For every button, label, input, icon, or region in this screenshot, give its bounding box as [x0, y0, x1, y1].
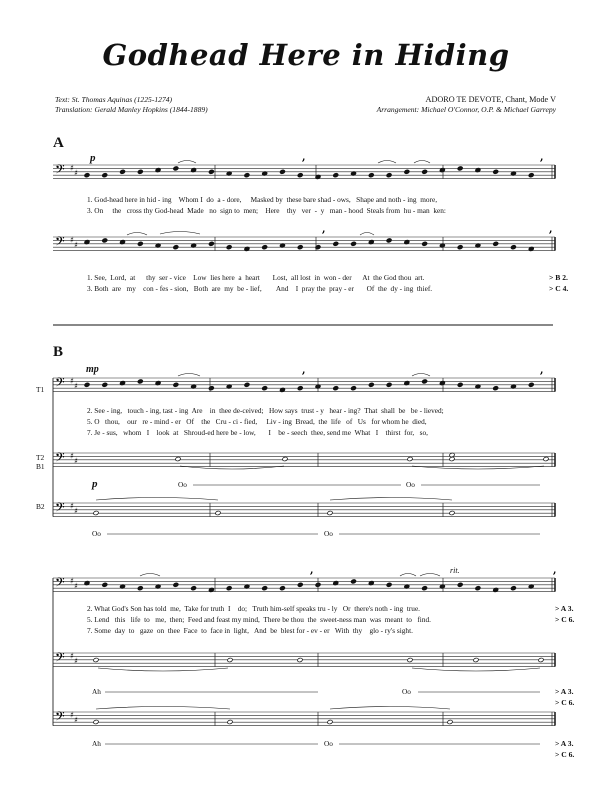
- note-head: [493, 386, 499, 391]
- note-head: [102, 382, 108, 387]
- whole-note: [227, 657, 233, 662]
- note-head: [475, 586, 481, 591]
- note-head: [422, 169, 428, 174]
- nav-c6: > C 6.: [555, 615, 575, 624]
- dynamic-mp: mp: [86, 364, 99, 375]
- note-head: [84, 173, 90, 178]
- verse-1-line-1: 1. God-head here in hid - ing Whom I do a - dore, Masked by these bare shad - ows, Shape and noth - ing more,: [87, 195, 438, 204]
- note-head: [457, 166, 463, 171]
- note-head: [368, 382, 374, 387]
- whole-note: [93, 657, 99, 662]
- note-head: [262, 386, 268, 391]
- note-head: [102, 582, 108, 587]
- dynamic-p-b2: p: [92, 478, 98, 490]
- sharp-icon: ♯: [70, 651, 74, 661]
- slur: [378, 161, 396, 164]
- sharp-icon: ♯: [70, 451, 74, 461]
- note-head: [297, 245, 303, 250]
- note-head: [173, 245, 179, 250]
- note-head: [173, 382, 179, 387]
- breve-note: [227, 719, 233, 724]
- note-head: [297, 173, 303, 178]
- sharp-icon: ♯: [74, 506, 78, 516]
- note-head: [244, 173, 250, 178]
- breath-mark: ,: [540, 152, 544, 163]
- sharp-icon: ♯: [74, 240, 78, 250]
- rit-marking: rit.: [450, 566, 460, 575]
- note-head: [351, 386, 357, 391]
- oo-syllable: Oo: [92, 529, 101, 538]
- note-head: [333, 173, 339, 178]
- breve-note: [449, 510, 455, 515]
- bass-clef-icon: 𝄢: [55, 500, 65, 519]
- note-head: [386, 238, 392, 243]
- slur: [96, 707, 230, 710]
- note-head: [404, 169, 410, 174]
- bass-clef-icon: 𝄢: [55, 709, 65, 728]
- slur: [96, 498, 218, 501]
- oo-syllable: Oo: [402, 687, 411, 696]
- slur: [400, 574, 416, 577]
- staff-label-t1: T1: [36, 385, 45, 394]
- note-head: [173, 166, 179, 171]
- whole-note: [407, 657, 413, 662]
- sharp-icon: ♯: [70, 376, 74, 386]
- slur: [360, 233, 374, 236]
- page-title: Godhead Here in Hiding: [102, 38, 510, 72]
- chant-credit: ADORO TE DEVOTE, Chant, Mode V: [425, 95, 556, 104]
- sharp-icon: ♯: [74, 581, 78, 591]
- sharp-icon: ♯: [70, 235, 74, 245]
- arrangement-credit: Arrangement: Michael O'Connor, O.P. & Michael Garrepy: [376, 105, 556, 114]
- breve-note: [327, 719, 333, 724]
- note-head: [137, 241, 143, 246]
- sharp-icon: ♯: [70, 501, 74, 511]
- note-head: [120, 169, 126, 174]
- note-head: [208, 241, 214, 246]
- whole-note: [538, 657, 544, 662]
- sharp-icon: ♯: [70, 576, 74, 586]
- slur: [160, 232, 200, 235]
- slur: [330, 498, 452, 501]
- note-head: [510, 586, 516, 591]
- sharp-icon: ♯: [74, 456, 78, 466]
- translation-credit: Translation: Gerald Manley Hopkins (1844-1889): [55, 105, 208, 114]
- bass-clef-icon: 𝄢: [55, 650, 65, 669]
- note-head: [510, 245, 516, 250]
- note-head: [457, 582, 463, 587]
- note-head: [262, 245, 268, 250]
- nav-a3: > A 3.: [555, 604, 574, 613]
- bass-clef-icon: 𝄢: [55, 162, 65, 181]
- breath-mark: ,: [540, 365, 544, 376]
- bass-clef-icon: 𝄢: [55, 575, 65, 594]
- nav-a3: > A 3.: [555, 687, 574, 696]
- note-head: [333, 386, 339, 391]
- sharp-icon: ♯: [70, 710, 74, 720]
- breath-mark: ,: [322, 224, 326, 235]
- bass-clef-icon: 𝄢: [55, 234, 65, 253]
- breath-mark: ,: [302, 152, 306, 163]
- slur: [140, 574, 160, 577]
- section-a-label: A: [53, 135, 64, 151]
- slur: [178, 161, 196, 164]
- staff-label-t2: T2: [36, 453, 45, 462]
- verse-2-line-2: 2. What God's Son has told me, Take for truth I do; Truth him-self speaks tru - ly Or there's noth - ing true.: [87, 604, 421, 613]
- whole-note: [407, 456, 413, 461]
- whole-note: [543, 456, 549, 461]
- bass-clef-icon: 𝄢: [55, 375, 65, 394]
- note-head: [422, 241, 428, 246]
- nav-c6: > C 6.: [555, 698, 575, 707]
- note-head: [244, 382, 250, 387]
- breve-note: [327, 510, 333, 515]
- whole-note: [297, 657, 303, 662]
- tie: [98, 668, 228, 671]
- sharp-icon: ♯: [70, 163, 74, 173]
- breve-note: [93, 719, 99, 724]
- note-head: [102, 173, 108, 178]
- note-head: [102, 238, 108, 243]
- note-head: [422, 586, 428, 591]
- text-credit: Text: St. Thomas Aquinas (1225-1274): [55, 95, 173, 104]
- note-head: [333, 241, 339, 246]
- note-head: [279, 169, 285, 174]
- dynamic-marking: p: [90, 152, 96, 164]
- slur: [330, 707, 450, 710]
- nav-c4: > C 4.: [549, 284, 569, 293]
- breath-mark: ,: [302, 365, 306, 376]
- note-head: [84, 382, 90, 387]
- note-head: [457, 245, 463, 250]
- oo-syllable: Oo: [406, 480, 415, 489]
- note-head: [386, 382, 392, 387]
- whole-note: [473, 657, 479, 662]
- slur: [420, 574, 440, 577]
- tie: [412, 668, 540, 671]
- note-head: [173, 582, 179, 587]
- sharp-icon: ♯: [74, 381, 78, 391]
- ah-syllable: Ah: [92, 687, 101, 696]
- note-head: [279, 586, 285, 591]
- verse-5-line-2: 5. Lend this life to me, then; Feed and feast my mind, There be thou the sweet-ness man was meant to find.: [87, 615, 431, 624]
- verse-3-line-2: 3. Both are my con - fes - sion, Both are my be - lief, And I pray the pray - er Of the dy - ing thief.: [87, 284, 433, 293]
- whole-note: [175, 456, 181, 461]
- verse-1-line-2: 1. See, Lord, at thy ser - vice Low lies here a heart Lost, all lost in won - der At the God thou art.: [87, 273, 425, 282]
- staff-label-b2: B2: [36, 502, 45, 511]
- note-head: [493, 169, 499, 174]
- section-b-label: B: [53, 344, 64, 360]
- breath-mark: ,: [549, 224, 553, 235]
- note-head: [226, 245, 232, 250]
- sharp-icon: ♯: [74, 715, 78, 725]
- verse-5-line-1: 5. O thou, our re - mind - er Of the Cru - ci - fied, Liv - ing Bread, the life of Us for whom he died,: [87, 417, 427, 426]
- slur: [178, 374, 200, 377]
- note-head: [493, 241, 499, 246]
- breath-mark: ,: [310, 565, 314, 576]
- sharp-icon: ♯: [74, 656, 78, 666]
- bass-clef-icon: 𝄢: [55, 450, 65, 469]
- breve-note: [215, 510, 221, 515]
- note-head: [528, 382, 534, 387]
- note-head: [386, 582, 392, 587]
- note-head: [386, 173, 392, 178]
- oo-syllable: Oo: [324, 739, 333, 748]
- breath-mark: ,: [553, 565, 557, 576]
- note-head: [137, 586, 143, 591]
- verse-2-line-1: 2. See - ing, touch - ing, tast - ing Are in thee de-ceived; How says trust - y hear - ing? That shall be be - lieved;: [87, 406, 444, 415]
- note-head: [297, 582, 303, 587]
- slur: [414, 161, 430, 164]
- note-head: [262, 586, 268, 591]
- note-head: [457, 382, 463, 387]
- sharp-icon: ♯: [74, 168, 78, 178]
- oo-syllable: Oo: [324, 529, 333, 538]
- nav-b2: > B 2.: [549, 273, 568, 282]
- note-head: [226, 586, 232, 591]
- note-head: [137, 379, 143, 384]
- note-head: [351, 241, 357, 246]
- note-head: [297, 386, 303, 391]
- slur: [127, 233, 147, 236]
- nav-a3: > A 3.: [555, 739, 574, 748]
- breve-note: [93, 510, 99, 515]
- verse-3-line-1: 3. On the cross thy God-head Made no sign to men; Here thy ver - y man - hood Steals from hu - man ken:: [87, 206, 446, 215]
- staff-label-b1: B1: [36, 462, 45, 471]
- whole-note: [282, 456, 288, 461]
- breve-note: [447, 719, 453, 724]
- verse-7-line-1: 7. Je - sus, whom I look at Shroud-ed here be - low, I be - seech thee, send me What I thirst for, so,: [87, 428, 428, 437]
- whole-note: [449, 456, 455, 461]
- slur: [412, 374, 430, 377]
- note-head: [208, 386, 214, 391]
- note-head: [422, 379, 428, 384]
- note-head: [137, 169, 143, 174]
- nav-c6: > C 6.: [555, 750, 575, 759]
- note-head: [368, 173, 374, 178]
- note-head: [528, 173, 534, 178]
- note-head: [191, 586, 197, 591]
- note-head: [208, 169, 214, 174]
- verse-7-line-2: 7. Some day to gaze on thee Face to face in light, And be blest for - ev - er With thy glo - ry's sight.: [87, 626, 413, 635]
- ah-syllable: Ah: [92, 739, 101, 748]
- note-head: [351, 579, 357, 584]
- oo-syllable: Oo: [178, 480, 187, 489]
